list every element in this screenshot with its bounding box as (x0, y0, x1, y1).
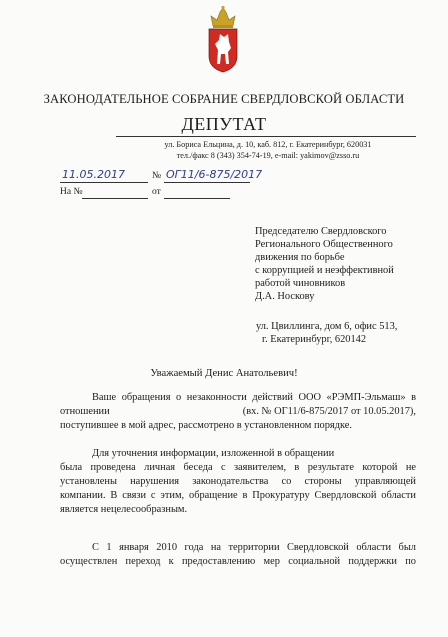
recipient-name: Д.А. Носкову (255, 290, 315, 302)
number-underline (164, 182, 250, 183)
registration-date: 11.05.2017 (62, 168, 125, 181)
text-line: осуществлен переход к предоставлению мер социальной поддержки по (60, 556, 416, 567)
recipient-line: с коррупцией и неэффективной (255, 264, 394, 276)
recipient-block (255, 226, 445, 303)
reference-underline (82, 198, 148, 199)
address-line: ул. Бориса Ельцина, д. 10, каб. 812, г. Екатеринбург, 620031 (164, 140, 372, 149)
recipient-line: движения по борьбе (255, 251, 345, 263)
coat-of-arms-icon (203, 4, 243, 74)
organization-name: ЗАКОНОДАТЕЛЬНОЕ СОБРАНИЕ СВЕРДЛОВСКОЙ ОБЛАСТИ (43, 92, 405, 106)
text-line: была проведена личная беседа с заявителем, в результате которой не (60, 462, 416, 473)
text-line: установлены нарушения законодательства со стороны управляющей (60, 476, 416, 487)
text-line: Ваше обращения о незаконности действий ООО «РЭМП-Эльмаш» в (92, 392, 416, 403)
header-rule (116, 136, 416, 137)
recipient-line: Председателю Свердловского (255, 226, 387, 237)
text-line: Для уточнения информации, изложенной в обращении (92, 448, 335, 459)
greeting: Уважаемый Денис Анатольевич! (150, 368, 298, 379)
paragraph-2 (60, 447, 416, 517)
paragraph-1 (60, 391, 416, 433)
number-label: № (152, 171, 162, 181)
text-line (60, 405, 416, 419)
date-underline (60, 182, 148, 183)
text-line: поступившее в мой адрес, рассмотрено в установленном порядке. (60, 420, 352, 431)
recipient-address-line: г. Екатеринбург, 620142 (262, 334, 367, 345)
from-underline (164, 198, 230, 199)
recipient-line: работой чиновников (255, 277, 346, 289)
paragraph-3 (60, 541, 416, 569)
reference-label: На № (60, 187, 83, 197)
from-label: от (152, 187, 161, 197)
recipient-address-line: ул. Цвиллинга, дом 6, офис 513, (256, 321, 398, 332)
letter-title: ДЕПУТАТ (181, 114, 267, 134)
recipient-address (256, 320, 446, 346)
text-fragment: (вх. № ОГ11/6-875/2017 от 10.05.2017), (242, 406, 416, 417)
text-line: является нецелесообразным. (60, 504, 188, 515)
text-fragment: отношении (60, 406, 110, 417)
text-line: С 1 января 2010 года на территории Свердловской области был (92, 542, 416, 553)
recipient-line: Регионального Общественного (255, 238, 393, 250)
text-line: компании. В связи с этим, обращение в Прокуратуру Свердловской области (60, 490, 416, 501)
contact-line: тел./факс 8 (343) 354-74-19, e-mail: yakimov@zsso.ru (176, 151, 360, 160)
registration-number: ОГ11/6-875/2017 (166, 168, 263, 181)
